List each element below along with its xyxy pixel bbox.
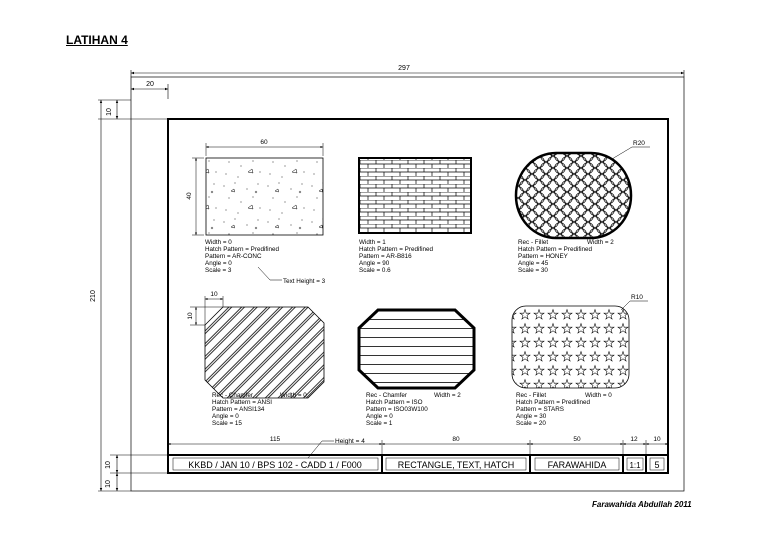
dim-text-80: 80: [452, 436, 460, 443]
title-block-author: FARAWAHIDA: [547, 460, 607, 470]
notes-1: [205, 239, 280, 274]
note-text: Hatch Pattern = Predifined: [516, 399, 591, 406]
notes-2: [359, 239, 434, 274]
dim-rect-height: [186, 158, 204, 235]
dim-left-margin: [131, 81, 168, 99]
note-text: Hatch Pattern = Predifined: [205, 246, 280, 253]
note-text: Scale = 0.6: [359, 267, 391, 274]
notes-6: [516, 392, 612, 427]
note-text: Width = 1: [359, 239, 386, 246]
note-text: Rec - Fillet: [518, 239, 549, 246]
shape-ar-conc: [206, 158, 323, 235]
note-text: Hatch Pattern = Predifined: [518, 246, 593, 253]
notes-3: [518, 239, 614, 274]
note-text: Pattern = ANSI134: [212, 406, 265, 413]
dim-rect-width: [206, 139, 323, 156]
note-text: Pattern = HONEY: [518, 253, 568, 260]
note-text: Hatch Pattern = Predifined: [359, 246, 434, 253]
title-block: [168, 455, 668, 473]
note-text: Angle = 45: [518, 260, 549, 267]
note-text: Pattern = AR-B816: [359, 253, 412, 260]
dim-text-top-10: 10: [106, 108, 113, 116]
note-text: Rec - Chamfer: [366, 392, 407, 399]
dim-text-297: 297: [398, 65, 410, 72]
note-text: Angle = 0: [366, 413, 393, 420]
note-text: Scale = 30: [518, 267, 548, 274]
dim-text-r10: R10: [631, 294, 643, 301]
text-height-note: Text Height = 3: [283, 278, 326, 285]
dim-text-10: 10: [653, 436, 661, 443]
note-text: Width = 2: [587, 239, 614, 246]
note-text: Rec - Chamfer: [212, 392, 253, 399]
leader-text-height: [258, 267, 326, 285]
note-text: Rec - Fillet: [516, 392, 547, 399]
dim-text-20: 20: [146, 81, 154, 88]
notes-5: [366, 392, 461, 427]
dim-text-50: 50: [573, 436, 581, 443]
dim-left-vertical: [90, 100, 168, 491]
note-text: Width = 2: [434, 392, 461, 399]
leader-r10: [621, 294, 648, 310]
dim-text-r20: R20: [633, 140, 645, 147]
dim-text-60: 60: [260, 139, 268, 146]
dim-text-40: 40: [186, 192, 193, 200]
note-text: Width = 0: [585, 392, 612, 399]
note-text: Scale = 3: [205, 267, 232, 274]
note-text: Width = 0: [205, 239, 232, 246]
sheet-border: [131, 77, 684, 491]
note-text: Pattern = AR-CONC: [205, 253, 262, 260]
title-block-drawing-title: RECTANGLE, TEXT, HATCH: [397, 460, 515, 470]
dim-text-115: 115: [269, 436, 281, 443]
shape-iso03w100: [359, 310, 474, 388]
shape-stars: [512, 306, 629, 388]
dim-overall-width: [131, 65, 684, 77]
dim-text-chamfer-v: 10: [187, 312, 194, 320]
note-text: Angle = 0: [205, 260, 232, 267]
shape-ansi134: [205, 307, 324, 398]
title-block-scale: 1:1: [629, 461, 641, 470]
page-title: LATIHAN 4: [66, 33, 128, 47]
note-text: Scale = 15: [212, 420, 242, 427]
shape-ar-b816: [359, 158, 471, 233]
dim-text-b2: 10: [105, 480, 112, 488]
title-block-course: KKBD / JAN 10 / BPS 102 - CADD 1 / F000: [188, 460, 362, 470]
leader-r20: [612, 140, 650, 159]
dim-text-12: 12: [630, 436, 638, 443]
note-text: Angle = 0: [212, 413, 239, 420]
note-text: Width = 0: [280, 392, 307, 399]
shape-honey: [516, 153, 631, 238]
note-text: Pattern = ISO03W100: [366, 406, 428, 413]
dim-text-chamfer: 10: [210, 291, 218, 298]
dim-text-b1: 10: [105, 461, 112, 469]
note-text: Angle = 30: [516, 413, 547, 420]
title-block-sheet: 5: [654, 460, 660, 470]
note-text: Scale = 1: [366, 420, 393, 427]
credit-text: Farawahida Abdullah 2011: [592, 500, 692, 509]
note-text: Hatch Pattern = ISO: [366, 399, 423, 406]
dim-text-210: 210: [90, 290, 97, 302]
note-text: Scale = 20: [516, 420, 546, 427]
height-note: Height = 4: [335, 438, 365, 445]
note-text: Pattern = STARS: [516, 406, 565, 413]
note-text: Angle = 90: [359, 260, 390, 267]
note-text: Hatch Pattern = ANSI: [212, 399, 273, 406]
